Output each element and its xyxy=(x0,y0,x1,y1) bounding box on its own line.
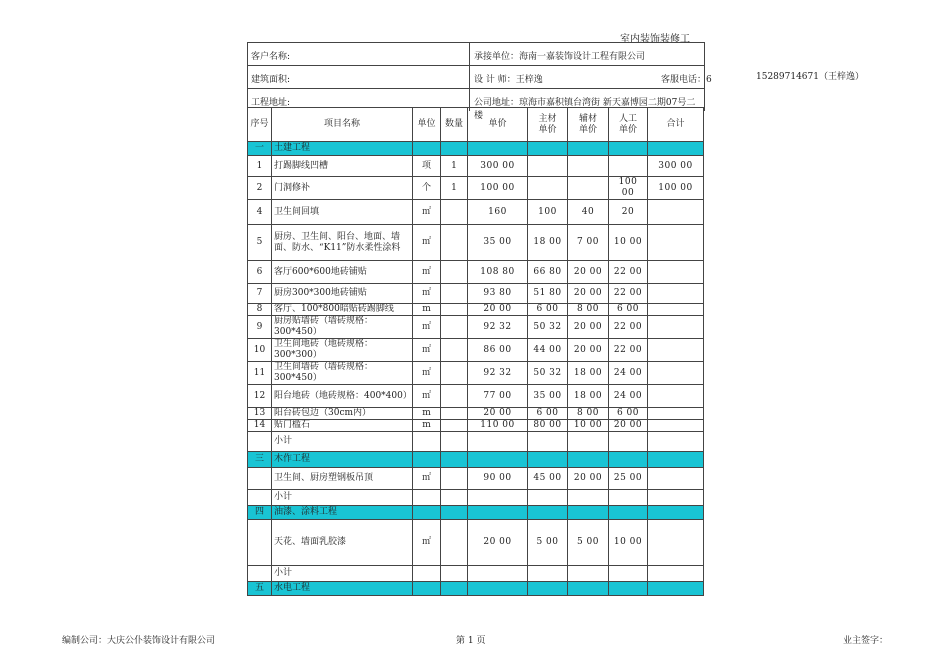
cell-name: 小计 xyxy=(272,432,413,452)
cell-price xyxy=(468,490,528,506)
cell-seq: 10 xyxy=(248,339,272,362)
cell-price xyxy=(468,582,528,596)
header-main-material: 主材 单价 xyxy=(528,108,568,142)
cell-seq xyxy=(248,432,272,452)
cell-total xyxy=(648,284,704,304)
cell-labor: 10 00 xyxy=(609,225,648,261)
cell-unit: m xyxy=(413,304,441,316)
cell-total xyxy=(648,468,704,490)
table-row xyxy=(248,339,704,362)
cell-total xyxy=(648,432,704,452)
cell-main: 66 80 xyxy=(528,261,568,284)
cell-aux: 18 00 xyxy=(568,385,609,408)
cell-aux xyxy=(568,432,609,452)
cell-seq: 14 xyxy=(248,420,272,432)
cell-main: 50 32 xyxy=(528,316,568,339)
cell-price: 92 32 xyxy=(468,362,528,385)
header-name: 项目名称 xyxy=(272,108,413,142)
cell-unit: ㎡ xyxy=(413,316,441,339)
cell-labor: 6 00 xyxy=(609,408,648,420)
cell-main: 35 00 xyxy=(528,385,568,408)
cell-name: 小计 xyxy=(272,490,413,506)
cell-price xyxy=(468,432,528,452)
info-block xyxy=(247,42,712,121)
cell-aux: 5 00 xyxy=(568,520,609,566)
cell-seq: 2 xyxy=(248,177,272,200)
cell-price: 20 00 xyxy=(468,304,528,316)
cell-unit xyxy=(413,490,441,506)
cell-price: 77 00 xyxy=(468,385,528,408)
cell-unit xyxy=(413,506,441,520)
cell-name: 卫生间回填 xyxy=(272,200,413,225)
cell-main xyxy=(528,432,568,452)
cell-name: 门洞修补 xyxy=(272,177,413,200)
cell-unit: m xyxy=(413,408,441,420)
cell-seq: 4 xyxy=(248,200,272,225)
cell-main: 100 xyxy=(528,200,568,225)
cell-seq: 13 xyxy=(248,408,272,420)
quote-table xyxy=(247,107,704,596)
cell-aux: 40 xyxy=(568,200,609,225)
cell-qty xyxy=(441,582,468,596)
cell-name: 客厅、100*800暗贴砖踢脚线 xyxy=(272,304,413,316)
cell-name: 木作工程 xyxy=(272,452,413,468)
cell-total xyxy=(648,142,704,156)
cell-labor: 22 00 xyxy=(609,261,648,284)
table-row xyxy=(248,225,704,261)
cell-seq: 一 xyxy=(248,142,272,156)
cell-price xyxy=(468,506,528,520)
cell-aux: 20 00 xyxy=(568,339,609,362)
cell-seq xyxy=(248,566,272,582)
cell-unit: 项 xyxy=(413,156,441,177)
cell-qty xyxy=(441,452,468,468)
cell-unit: ㎡ xyxy=(413,225,441,261)
cell-labor: 22 00 xyxy=(609,339,648,362)
cell-main: 51 80 xyxy=(528,284,568,304)
cell-aux xyxy=(568,156,609,177)
cell-unit xyxy=(413,582,441,596)
cell-total xyxy=(648,225,704,261)
cell-price xyxy=(468,566,528,582)
cell-price: 93 80 xyxy=(468,284,528,304)
cell-aux: 7 00 xyxy=(568,225,609,261)
cell-seq: 三 xyxy=(248,452,272,468)
cell-labor: 22 00 xyxy=(609,284,648,304)
cell-labor: 6 00 xyxy=(609,304,648,316)
cell-labor: 20 00 xyxy=(609,420,648,432)
table-header-row xyxy=(248,108,704,142)
cell-main: 45 00 xyxy=(528,468,568,490)
cell-price: 35 00 xyxy=(468,225,528,261)
cell-price: 100 00 xyxy=(468,177,528,200)
cell-aux xyxy=(568,177,609,200)
cell-qty xyxy=(441,362,468,385)
cell-main xyxy=(528,582,568,596)
cell-main xyxy=(528,156,568,177)
cell-labor xyxy=(609,506,648,520)
cell-main: 80 00 xyxy=(528,420,568,432)
customer-label: 客户名称: xyxy=(251,52,291,62)
cell-seq: 四 xyxy=(248,506,272,520)
cell-name: 阳台砖包边（30cm内） xyxy=(272,408,413,420)
cell-name: 厨房贴墙砖（墙砖规格：300*450） xyxy=(272,316,413,339)
cell-price: 20 00 xyxy=(468,520,528,566)
cell-qty xyxy=(441,432,468,452)
cell-total xyxy=(648,304,704,316)
cell-unit: m xyxy=(413,420,441,432)
cell-total: 300 00 xyxy=(648,156,704,177)
cell-total xyxy=(648,385,704,408)
cell-main xyxy=(528,142,568,156)
table-row xyxy=(248,156,704,177)
cell-labor xyxy=(609,582,648,596)
cell-total xyxy=(648,316,704,339)
cell-unit: ㎡ xyxy=(413,468,441,490)
cell-main xyxy=(528,490,568,506)
cell-price xyxy=(468,452,528,468)
table-row xyxy=(248,200,704,225)
cell-aux: 8 00 xyxy=(568,304,609,316)
cell-name: 厨房、卫生间、阳台、地面、墙面、防水、“K11”防水柔性涂料 xyxy=(272,225,413,261)
designer-text: 设 计 师：王梓逸 xyxy=(474,75,543,85)
table-row xyxy=(248,177,704,200)
cell-seq: 1 xyxy=(248,156,272,177)
cell-price: 108 80 xyxy=(468,261,528,284)
cell-aux: 18 00 xyxy=(568,362,609,385)
cell-total xyxy=(648,261,704,284)
cell-labor xyxy=(609,566,648,582)
section-row xyxy=(248,452,704,468)
cell-main xyxy=(528,506,568,520)
cell-aux xyxy=(568,452,609,468)
service-phone-label: 客服电话：6 xyxy=(661,75,712,85)
cell-qty xyxy=(441,385,468,408)
cell-seq: 12 xyxy=(248,385,272,408)
cell-price: 300 00 xyxy=(468,156,528,177)
cell-unit: ㎡ xyxy=(413,520,441,566)
section-row xyxy=(248,142,704,156)
cell-total xyxy=(648,339,704,362)
cell-qty xyxy=(441,408,468,420)
cell-unit: ㎡ xyxy=(413,261,441,284)
cell-qty xyxy=(441,339,468,362)
cell-qty xyxy=(441,420,468,432)
cell-unit: ㎡ xyxy=(413,385,441,408)
cell-price: 86 00 xyxy=(468,339,528,362)
cell-labor: 24 00 xyxy=(609,362,648,385)
cell-labor xyxy=(609,156,648,177)
cell-labor: 22 00 xyxy=(609,316,648,339)
cell-labor: 20 xyxy=(609,200,648,225)
cell-main: 50 32 xyxy=(528,362,568,385)
table-row xyxy=(248,520,704,566)
area-label: 建筑面积: xyxy=(251,75,291,85)
cell-aux: 10 00 xyxy=(568,420,609,432)
cell-name: 水电工程 xyxy=(272,582,413,596)
cell-aux: 20 00 xyxy=(568,468,609,490)
cell-qty xyxy=(441,261,468,284)
subtotal-row xyxy=(248,490,704,506)
table-row xyxy=(248,408,704,420)
cell-name: 天花、墙面乳胶漆 xyxy=(272,520,413,566)
cell-seq xyxy=(248,520,272,566)
table-row xyxy=(248,316,704,339)
cell-qty xyxy=(441,468,468,490)
cell-main: 6 00 xyxy=(528,304,568,316)
cell-name: 油漆、涂料工程 xyxy=(272,506,413,520)
cell-total xyxy=(648,420,704,432)
subtotal-row xyxy=(248,432,704,452)
cell-total xyxy=(648,520,704,566)
cell-qty xyxy=(441,316,468,339)
cell-price: 160 xyxy=(468,200,528,225)
cell-unit: 个 xyxy=(413,177,441,200)
cell-labor: 24 00 xyxy=(609,385,648,408)
cell-seq xyxy=(248,490,272,506)
cell-aux xyxy=(568,582,609,596)
cell-qty: 1 xyxy=(441,156,468,177)
cell-seq: 9 xyxy=(248,316,272,339)
cell-price: 90 00 xyxy=(468,468,528,490)
table-row xyxy=(248,261,704,284)
cell-total xyxy=(648,506,704,520)
cell-aux xyxy=(568,506,609,520)
cell-unit: ㎡ xyxy=(413,284,441,304)
cell-total xyxy=(648,582,704,596)
header-aux-material: 辅材 单价 xyxy=(568,108,609,142)
header-total: 合计 xyxy=(648,108,704,142)
table-row xyxy=(248,304,704,316)
cell-labor xyxy=(609,452,648,468)
cell-name: 贴门槛石 xyxy=(272,420,413,432)
service-phone-number: 15289714671（王梓逸） xyxy=(756,72,864,82)
cell-name: 卫生间墙砖（墙砖规格：300*450） xyxy=(272,362,413,385)
cell-aux xyxy=(568,142,609,156)
cell-seq: 11 xyxy=(248,362,272,385)
section-row xyxy=(248,582,704,596)
cell-total xyxy=(648,408,704,420)
cell-price: 20 00 xyxy=(468,408,528,420)
cell-price: 110 00 xyxy=(468,420,528,432)
cell-aux: 20 00 xyxy=(568,284,609,304)
cell-total xyxy=(648,452,704,468)
cell-price: 92 32 xyxy=(468,316,528,339)
cell-seq: 6 xyxy=(248,261,272,284)
header-labor: 人工 单价 xyxy=(609,108,648,142)
header-unit: 单位 xyxy=(413,108,441,142)
cell-qty: 1 xyxy=(441,177,468,200)
cell-qty xyxy=(441,506,468,520)
cell-name: 打踢脚线凹槽 xyxy=(272,156,413,177)
cell-name: 小计 xyxy=(272,566,413,582)
cell-unit xyxy=(413,452,441,468)
cell-seq xyxy=(248,468,272,490)
table-row xyxy=(248,385,704,408)
cell-labor xyxy=(609,432,648,452)
cell-labor: 25 00 xyxy=(609,468,648,490)
cell-price xyxy=(468,142,528,156)
cell-aux: 8 00 xyxy=(568,408,609,420)
table-row xyxy=(248,362,704,385)
cell-qty xyxy=(441,200,468,225)
cell-unit xyxy=(413,142,441,156)
cell-aux xyxy=(568,490,609,506)
document-title: 室内装饰装修工 xyxy=(620,34,690,45)
info-row-area xyxy=(248,65,712,88)
contractor-text: 承接单位：海南一嘉装饰设计工程有限公司 xyxy=(474,52,646,62)
project-address-label: 工程地址: xyxy=(251,98,291,108)
cell-total xyxy=(648,200,704,225)
cell-main xyxy=(528,452,568,468)
cell-qty xyxy=(441,520,468,566)
cell-unit xyxy=(413,432,441,452)
cell-main: 6 00 xyxy=(528,408,568,420)
cell-main xyxy=(528,566,568,582)
cell-unit: ㎡ xyxy=(413,339,441,362)
cell-qty xyxy=(441,304,468,316)
info-row-customer xyxy=(248,42,704,65)
cell-qty xyxy=(441,490,468,506)
cell-seq: 5 xyxy=(248,225,272,261)
cell-name: 卫生间地砖（地砖规格：300*300） xyxy=(272,339,413,362)
cell-name: 土建工程 xyxy=(272,142,413,156)
cell-labor xyxy=(609,142,648,156)
footer-page: 第 1 页 xyxy=(456,636,486,646)
cell-qty xyxy=(441,225,468,261)
cell-total xyxy=(648,566,704,582)
header-seq: 序号 xyxy=(248,108,272,142)
cell-qty xyxy=(441,566,468,582)
cell-total: 100 00 xyxy=(648,177,704,200)
footer-signature: 业主签字： xyxy=(843,636,889,646)
cell-seq: 五 xyxy=(248,582,272,596)
company-address-text: 公司地址：琼海市嘉积镇台湾街 新天嘉博园二期07号二楼 xyxy=(474,98,696,121)
header-qty: 数量 xyxy=(441,108,468,142)
cell-main: 18 00 xyxy=(528,225,568,261)
cell-name: 客厅600*600地砖铺贴 xyxy=(272,261,413,284)
subtotal-row xyxy=(248,566,704,582)
cell-seq: 8 xyxy=(248,304,272,316)
section-row xyxy=(248,506,704,520)
cell-main xyxy=(528,177,568,200)
cell-main: 44 00 xyxy=(528,339,568,362)
cell-seq: 7 xyxy=(248,284,272,304)
cell-labor: 10 00 xyxy=(609,520,648,566)
cell-name: 厨房300*300地砖铺贴 xyxy=(272,284,413,304)
cell-name: 阳台地砖（地砖规格：400*400） xyxy=(272,385,413,408)
cell-main: 5 00 xyxy=(528,520,568,566)
cell-name: 卫生间、厨房塑钢板吊顶 xyxy=(272,468,413,490)
cell-unit: ㎡ xyxy=(413,200,441,225)
table-row xyxy=(248,420,704,432)
cell-aux: 20 00 xyxy=(568,316,609,339)
cell-aux: 20 00 xyxy=(568,261,609,284)
cell-labor xyxy=(609,490,648,506)
cell-qty xyxy=(441,284,468,304)
cell-unit xyxy=(413,566,441,582)
header-unit-price: 单价 xyxy=(468,108,528,142)
table-row xyxy=(248,468,704,490)
cell-total xyxy=(648,490,704,506)
table-row xyxy=(248,284,704,304)
cell-total xyxy=(648,362,704,385)
cell-unit: ㎡ xyxy=(413,362,441,385)
footer-company: 编制公司：大庆公仆装饰设计有限公司 xyxy=(62,636,216,646)
cell-labor: 100 00 xyxy=(609,177,648,200)
cell-aux xyxy=(568,566,609,582)
cell-qty xyxy=(441,142,468,156)
